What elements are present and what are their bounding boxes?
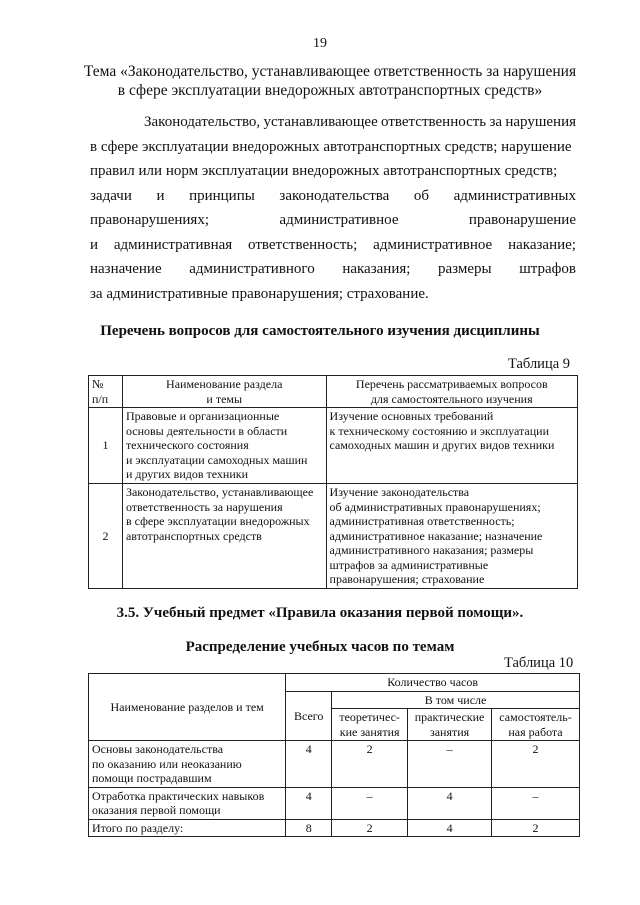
hours-table bbox=[88, 673, 580, 837]
paragraph-line bbox=[90, 208, 576, 233]
header-self: самостоятель- ная работа bbox=[492, 709, 580, 741]
row-questions: Изучение основных требований к техническому состоянию и эксплуатации самоходных машин и других видов техники bbox=[326, 408, 577, 484]
row-theory: 2 bbox=[332, 819, 408, 837]
paragraph-line bbox=[90, 110, 576, 135]
row-section: Правовые и организационные основы деятельности в области технического состояния и эксплуатации самоходных машин и других видов техники bbox=[122, 408, 326, 484]
row-self: 2 bbox=[492, 741, 580, 788]
row-practice: 4 bbox=[408, 787, 492, 819]
paragraph-word: за bbox=[489, 114, 503, 130]
table10-label: Таблица 10 bbox=[504, 655, 574, 671]
row-name: Основы законодательства по оказанию или неоказанию помощи пострадавшим bbox=[89, 741, 286, 788]
paragraph-word: административных bbox=[453, 187, 576, 204]
row-questions: Изучение законодательства об административных правонарушениях; административная ответственность; административное наказание; назначение административного наказания; размеры штрафов за административные правонарушения; страхование bbox=[326, 484, 577, 589]
paragraph-word: ответственность; bbox=[248, 236, 358, 253]
table-row bbox=[89, 787, 580, 819]
table-row bbox=[89, 408, 578, 484]
row-theory: 2 bbox=[332, 741, 408, 788]
paragraph-word: ответственность bbox=[381, 114, 487, 130]
paragraph-word: наказания; bbox=[342, 261, 411, 277]
paragraph-word: назначение bbox=[90, 261, 162, 277]
header-hours: Количество часов bbox=[286, 674, 580, 692]
row-theory: – bbox=[332, 787, 408, 819]
paragraph-word: Законодательство, bbox=[144, 114, 261, 130]
table-row bbox=[89, 484, 578, 589]
header-questions: Перечень рассматриваемых вопросов для самостоятельного изучения bbox=[326, 376, 577, 408]
paragraph-word: принципы bbox=[189, 187, 255, 204]
paragraph-word: административного bbox=[189, 261, 315, 277]
paragraph-word: за административные правонарушения; страхование. bbox=[90, 285, 429, 302]
header-theory: теоретичес- кие занятия bbox=[332, 709, 408, 741]
table-header-row bbox=[89, 674, 580, 692]
row-name: Отработка практических навыков оказания первой помощи bbox=[89, 787, 286, 819]
paragraph-line bbox=[90, 282, 576, 307]
header-total: Всего bbox=[286, 691, 332, 741]
paragraph-word: административное bbox=[279, 212, 399, 228]
topic-line-2: в сфере эксплуатации внедорожных автотранспортных средств» bbox=[117, 82, 543, 99]
paragraph-word: штрафов bbox=[519, 261, 576, 277]
paragraph-word: правонарушение bbox=[468, 212, 576, 228]
row-total: 4 bbox=[286, 787, 332, 819]
self-study-heading: Перечень вопросов для самостоятельного изучения дисциплины bbox=[100, 323, 540, 339]
table-header-row bbox=[89, 376, 578, 408]
paragraph-word: задачи bbox=[90, 187, 132, 204]
paragraph-word: и bbox=[90, 236, 99, 253]
paragraph-word: наказание; bbox=[508, 236, 576, 253]
paragraph-line bbox=[90, 184, 576, 209]
paragraph-word: об bbox=[413, 187, 430, 204]
table-row bbox=[89, 741, 580, 788]
row-name: Итого по разделу: bbox=[89, 819, 286, 837]
paragraph-line bbox=[90, 233, 576, 258]
table9-label: Таблица 9 bbox=[508, 356, 571, 372]
row-total: 8 bbox=[286, 819, 332, 837]
row-practice: – bbox=[408, 741, 492, 788]
paragraph-line bbox=[90, 135, 576, 160]
paragraph-word: административная bbox=[113, 236, 233, 253]
topic-title bbox=[70, 62, 590, 100]
header-section-name: Наименование разделов и тем bbox=[89, 674, 286, 741]
paragraph-word: правил или норм эксплуатации внедорожных автотранспортных средств; bbox=[90, 163, 558, 179]
hours-heading: Распределение учебных часов по темам bbox=[185, 639, 455, 655]
self-study-table bbox=[88, 375, 578, 589]
header-practice: практические занятия bbox=[408, 709, 492, 741]
paragraph-word: размеры bbox=[438, 261, 492, 277]
topic-line-1: Тема «Законодательство, устанавливающее ответственность за нарушения bbox=[83, 63, 577, 80]
paragraph-line bbox=[90, 159, 576, 184]
row-num: 1 bbox=[89, 408, 123, 484]
table-row bbox=[89, 819, 580, 837]
row-section: Законодательство, устанавливающее ответственность за нарушения в сфере эксплуатации внедорожных автотранспортных средств bbox=[122, 484, 326, 589]
topic-paragraph bbox=[90, 110, 576, 306]
row-practice: 4 bbox=[408, 819, 492, 837]
paragraph-word: нарушения bbox=[505, 114, 576, 130]
paragraph-word: и bbox=[156, 187, 165, 204]
row-num: 2 bbox=[89, 484, 123, 589]
row-total: 4 bbox=[286, 741, 332, 788]
paragraph-line bbox=[90, 257, 576, 282]
header-section: Наименование раздела и темы bbox=[122, 376, 326, 408]
subject-heading: 3.5. Учебный предмет «Правила оказания первой помощи». bbox=[116, 605, 524, 621]
page-number: 19 bbox=[313, 36, 327, 51]
row-self: – bbox=[492, 787, 580, 819]
paragraph-word: административное bbox=[373, 236, 493, 253]
paragraph-word: в сфере эксплуатации внедорожных автотранспортных средств; нарушение bbox=[90, 138, 572, 155]
paragraph-word: устанавливающее bbox=[263, 114, 378, 130]
header-including: В том числе bbox=[332, 691, 580, 709]
paragraph-word: правонарушениях; bbox=[90, 212, 209, 228]
row-self: 2 bbox=[492, 819, 580, 837]
paragraph-word: законодательства bbox=[279, 187, 390, 204]
header-num: № п/п bbox=[89, 376, 123, 408]
